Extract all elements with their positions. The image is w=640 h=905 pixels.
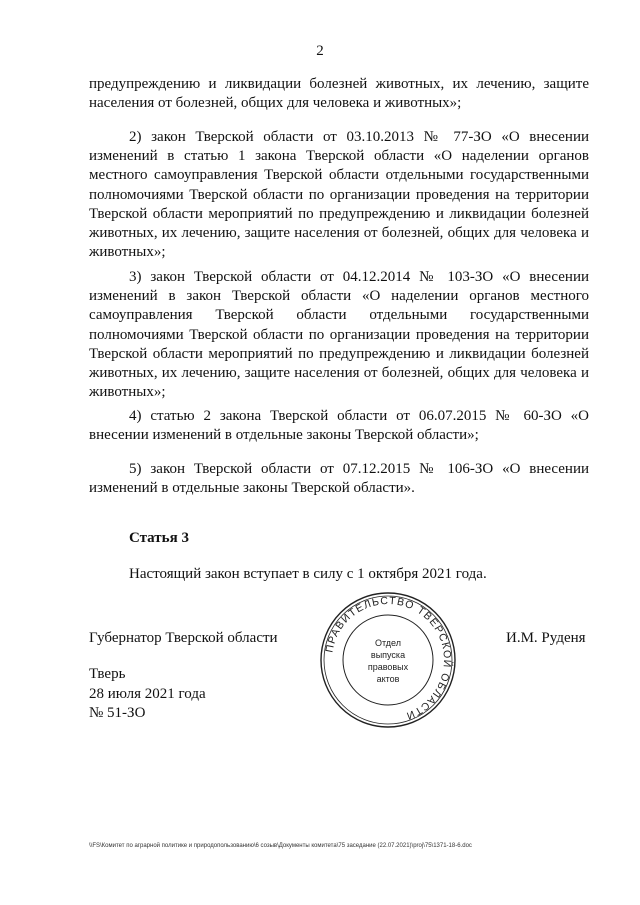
signer-name: И.М. Руденя: [506, 630, 586, 646]
list-item-2: 2) закон Тверской области от 03.10.2013 № 77-ЗО «О внесении изменений в статью 1 закона Тверской области «О наделении органов местного самоуправления Тверской области отдельными государственными полномочиями Тверской области по организации проведения на территории Тверской области мероприятий по предупреждению и ликвидации болезней животных, их лечению, защите населения от болезней, общих для человека и животных»;: [89, 129, 589, 261]
page-number: 2: [316, 43, 324, 59]
signing-details: [89, 665, 206, 724]
list-item-4: 4) статью 2 закона Тверской области от 06.07.2015 № 60-ЗО «О внесении изменений в отдельные законы Тверской области»;: [89, 408, 589, 444]
article-title: Статья 3: [129, 530, 189, 546]
file-path-footer: \\FS\Комитет по аграрной политике и природопользованию\6 созыв\Документы комитета\75 заседание (22.07.2021)\proj\75\1371-18-6.doc: [89, 843, 472, 849]
paragraph-continuation: предупреждению и ликвидации болезней животных, их лечению, защите населения от болезней, общих для человека и животных»;: [89, 76, 589, 112]
law-number: № 51-ЗО: [89, 705, 146, 721]
stamp-ring-text: ПРАВИТЕЛЬСТВО ТВЕРСКОЙ ОБЛАСТИ: [323, 594, 454, 722]
list-item-5: 5) закон Тверской области от 07.12.2015 № 106-ЗО «О внесении изменений в отдельные законы Тверской области».: [89, 461, 589, 497]
stamp-line-4: актов: [376, 674, 400, 684]
list-item-3: 3) закон Тверской области от 04.12.2014 № 103-ЗО «О внесении изменений в закон Тверской области «О наделении органов местного самоуправления Тверской области отдельными государственными полномочиями Тверской области по организации проведения на территории Тверской области мероприятий по предупреждению и ликвидации болезней животных, их лечению, защите населения от болезней, общих для человека и животных»;: [89, 269, 589, 401]
signing-city: Тверь: [89, 666, 126, 682]
stamp-line-1: Отдел: [374, 638, 402, 648]
article-text: Настоящий закон вступает в силу с 1 октября 2021 года.: [129, 566, 487, 582]
official-stamp: [318, 590, 458, 730]
stamp-line-2: выпуска: [370, 650, 406, 660]
signer-position: Губернатор Тверской области: [89, 630, 278, 646]
signing-date: 28 июля 2021 года: [89, 685, 206, 702]
stamp-line-3: правовых: [367, 662, 409, 672]
